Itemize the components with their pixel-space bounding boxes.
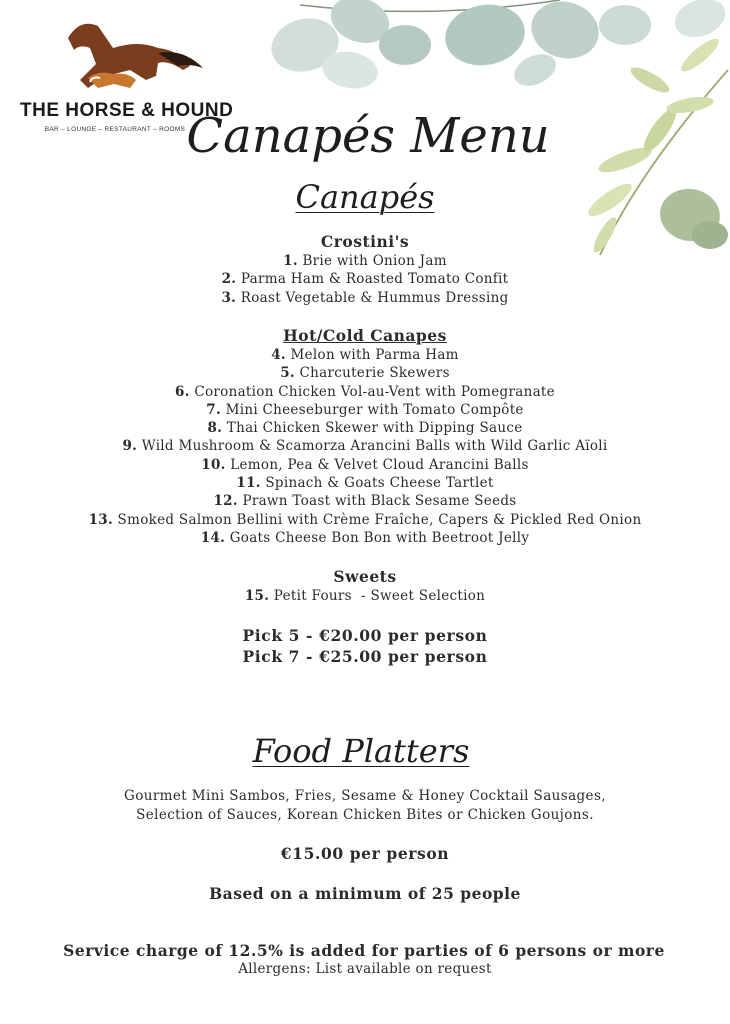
menu-item: 12. Prawn Toast with Black Sesame Seeds <box>213 493 517 510</box>
food-platters-heading: Food Platters <box>252 732 470 770</box>
allergens-note: Allergens: List available on request <box>238 961 492 977</box>
menu-item: 5. Charcuterie Skewers <box>280 365 450 382</box>
section-heading: Crostini's <box>320 232 410 251</box>
menu-title: Canapés Menu <box>186 108 550 164</box>
price-pick-7: Pick 7 - €25.00 per person <box>242 647 488 666</box>
menu-item: 8. Thai Chicken Skewer with Dipping Sauce <box>207 420 523 437</box>
brand-name: THE HORSE & HOUND <box>20 100 234 121</box>
menu-item: 4. Melon with Parma Ham <box>271 347 459 363</box>
section-heading: Hot/Cold Canapes <box>283 326 447 345</box>
section-crostinis <box>0 232 730 307</box>
menu-item: 14. Goats Cheese Bon Bon with Beetroot Jelly <box>200 529 530 546</box>
service-charge-note: Service charge of 12.5% is added for parties of 6 persons or more <box>63 941 665 960</box>
menu-item: 13. Smoked Salmon Bellini with Crème Fraîche, Capers & Pickled Red Onion <box>88 511 642 528</box>
menu-item: 15. Petit Fours - Sweet Selection <box>244 588 486 604</box>
menu-item: 3. Roast Vegetable & Hummus Dressing <box>221 289 509 306</box>
menu-item: 10. Lemon, Pea & Velvet Cloud Arancini Balls <box>201 456 529 473</box>
minimum-people-note: Based on a minimum of 25 people <box>209 884 521 903</box>
menu-item: 1. Brie with Onion Jam <box>283 253 447 269</box>
section-heading: Sweets <box>333 567 397 586</box>
menu-item: 2. Parma Ham & Roasted Tomato Confit <box>221 271 509 288</box>
menu-item: 9. Wild Mushroom & Scamorza Arancini Balls with Wild Garlic Aïoli <box>122 438 608 455</box>
canapes-heading: Canapés <box>295 178 435 216</box>
section-hot-cold-canapes <box>0 326 730 547</box>
platter-line-1: Gourmet Mini Sambos, Fries, Sesame & Honey Cocktail Sausages, <box>124 788 606 804</box>
platter-line-2: Selection of Sauces, Korean Chicken Bites or Chicken Goujons. <box>136 806 594 823</box>
menu-item: 7. Mini Cheeseburger with Tomato Compôte <box>206 401 524 418</box>
food-platters-description <box>0 787 730 824</box>
menu-item: 6. Coronation Chicken Vol-au-Vent with Pomegranate <box>175 383 555 400</box>
price-pick-5: Pick 5 - €20.00 per person <box>242 626 488 645</box>
menu-item: 11. Spinach & Goats Cheese Tartlet <box>236 475 494 492</box>
brand-tagline: BAR – LOUNGE – RESTAURANT – ROOMS <box>44 126 186 133</box>
pricing <box>0 625 730 667</box>
section-sweets <box>0 567 730 605</box>
platter-price: €15.00 per person <box>280 844 450 863</box>
